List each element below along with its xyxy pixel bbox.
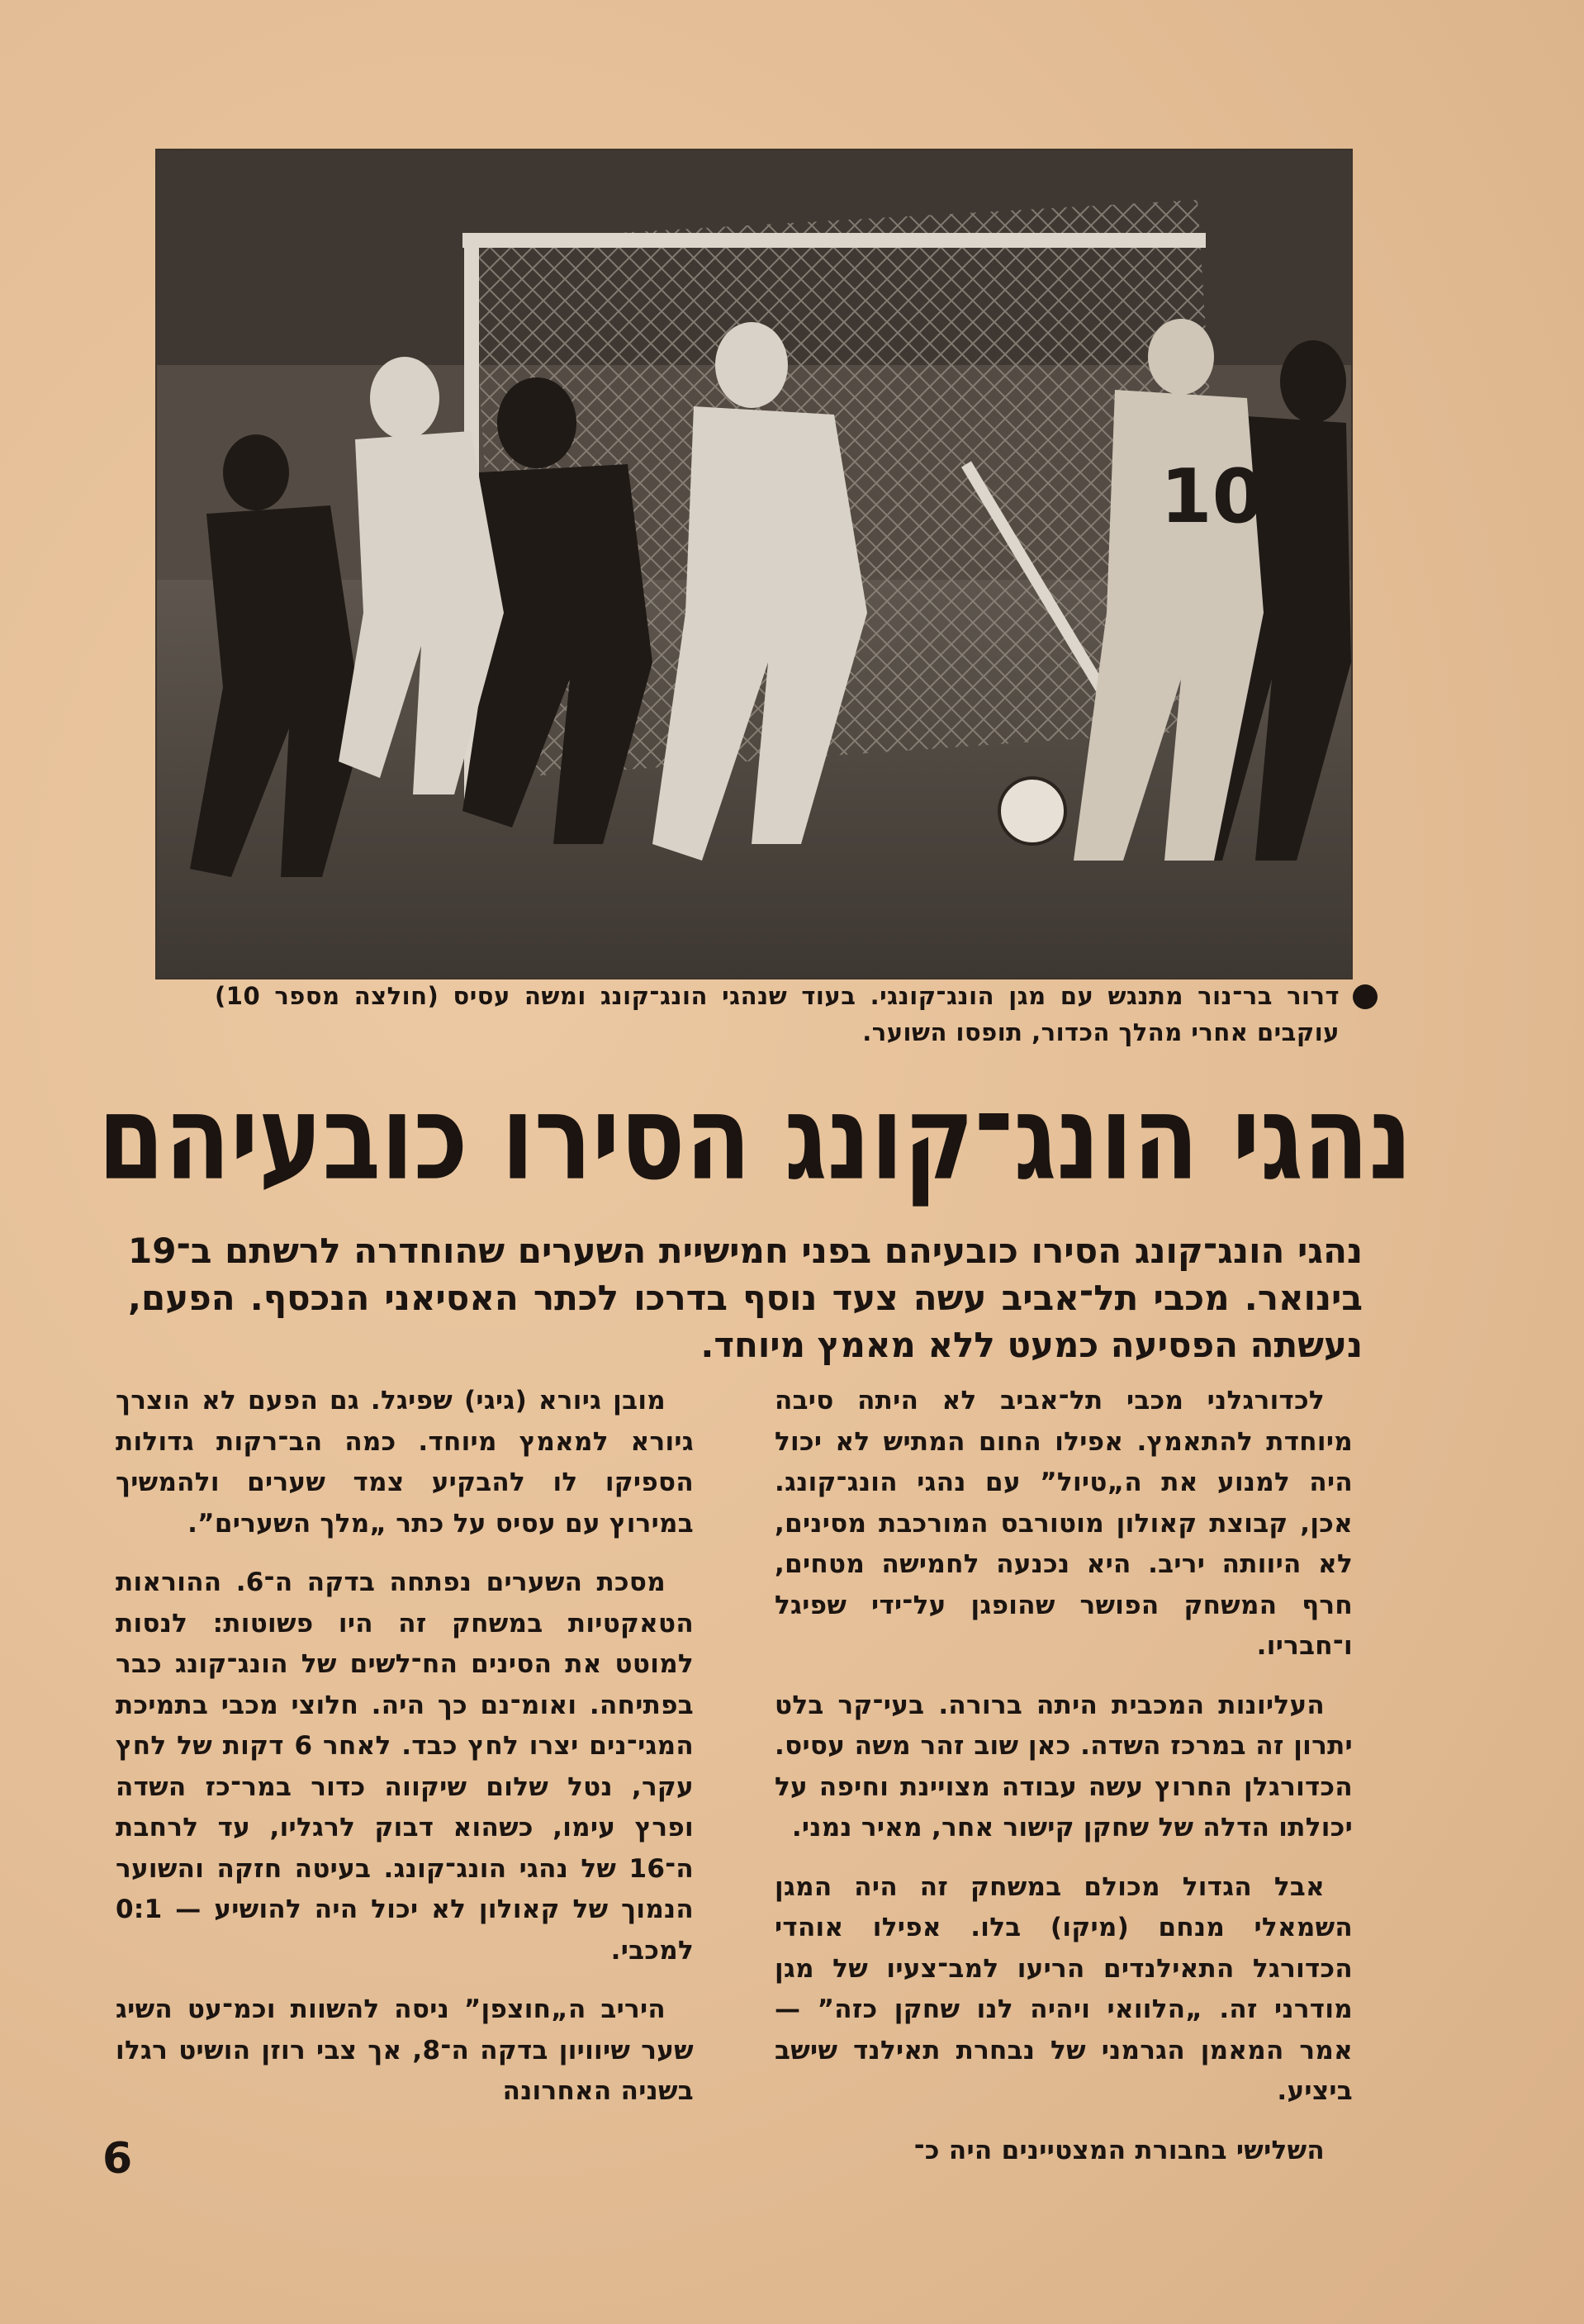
article-lead: נהגי הונג־קונג הסירו כובעיהם בפני חמישיית השערים שהוחדרה לרשתם ב־19 בינואר. מכבי תל־אביב עשה צעד נוסף בדרכו לכתר האסיאני הנכסף. הפעם, נעשתה הפסיעה כמעט ללא מאמץ מיוחד. bbox=[128, 1231, 1363, 1365]
caption-bullet-icon bbox=[1353, 984, 1378, 1009]
photo-caption: דרור בר־נור מתנגש עם מגן הונג־קונגי. בעוד שנהגי הונג־קונג ומשה עסיס (חולצה מספר 10) עוקבים אחרי מהלך הכדור, תופסו השוער. bbox=[215, 982, 1340, 1046]
page-number: 6 bbox=[102, 2134, 133, 2184]
paragraph: היריב ה„חוצפן” ניסה להשוות וכמ־עט השיג שער שיוויון בדקה ה־8, אך צבי רוזן הושיט רגלו בשניה האחרונה bbox=[116, 1994, 694, 2106]
article-column-left bbox=[116, 1381, 694, 2131]
article-headline: נהגי הונג־קונג הסירו כובעיהם bbox=[97, 1070, 1412, 1207]
paragraph: השלישי בחבורת המצטיינים היה כ־ bbox=[913, 2135, 1325, 2165]
soccer-match-photo-icon bbox=[157, 150, 1351, 978]
article-column-right bbox=[775, 1381, 1353, 2189]
paragraph: מסכת השערים נפתחה בדקה ה־6. ההוראות הטאקטיות במשחק זה היו פשוטות: לנסות למוטט את הסינים הח־לשים של הונג־קונג כבר בפתיחה. ואומ־נם כך היה. חלוצי מכבי בתמיכת המגי־נים יצרו לחץ כבד. לאחר 6 דקות של לחץ עקר, נטל שלום שיקווה כדור במר־כז השדה ופרץ עימו, כשהוא דבוק לרגליו, עד לרחבת ה־16 של נהגי הונג־קונג. בעיטה חזקה והשוער הנמוך של קאולון לא יכול היה להושיע — 0:1 למכבי. bbox=[116, 1568, 694, 1966]
match-photo bbox=[157, 150, 1351, 978]
paragraph: לכדורגלני מכבי תל־אביב לא היתה סיבה מיוחדת להתאמץ. אפילו החום המתיש לא יכול היה למנוע את ה„טיול” עם נהגי הונג־קונג. אכן, קבוצת קאולון מוטורבס המורכבת מסינים, לא היוותה יריב. היא נכנעה לחמישה מטחים, חרף המשחק הפושר שהופגן על־ידי שפיגל ו־חבריו. bbox=[775, 1386, 1353, 1661]
paragraph: העליונות המכבית היתה ברורה. בעי־קר בלט יתרון זה במרכז השדה. כאן שוב זהר משה עסיס. הכדורגלן החרוץ עשה עבודה מצויינת וחיפה על יכולתו הדלה של שחקן קישור אחר, מאיר נמני. bbox=[775, 1690, 1353, 1843]
jersey-number: 10 bbox=[1160, 453, 1264, 540]
paragraph: אבל הגדול מכולם במשחק זה היה המגן השמאלי מנחם (מיקו) בלו. אפילו אוהדי הכדורגל התאילנדים הריעו למב־צעיו של מגן מודרני זה. „הלוואי ויהיה לנו שחקן כזה” — אמר המאמן הגרמני של נבחרת תאילנד שישב ביציע. bbox=[775, 1871, 1353, 2106]
paragraph: מובן גיורא (גיגי) שפיגל. גם הפעם לא הוצרך גיורא למאמץ מיוחד. כמה הב־רקות גדולות הספיקו לו להבקיע צמד שערים ולהמשיך במירוץ עם עסיס על כתר „מלך השערים”. bbox=[116, 1386, 694, 1539]
